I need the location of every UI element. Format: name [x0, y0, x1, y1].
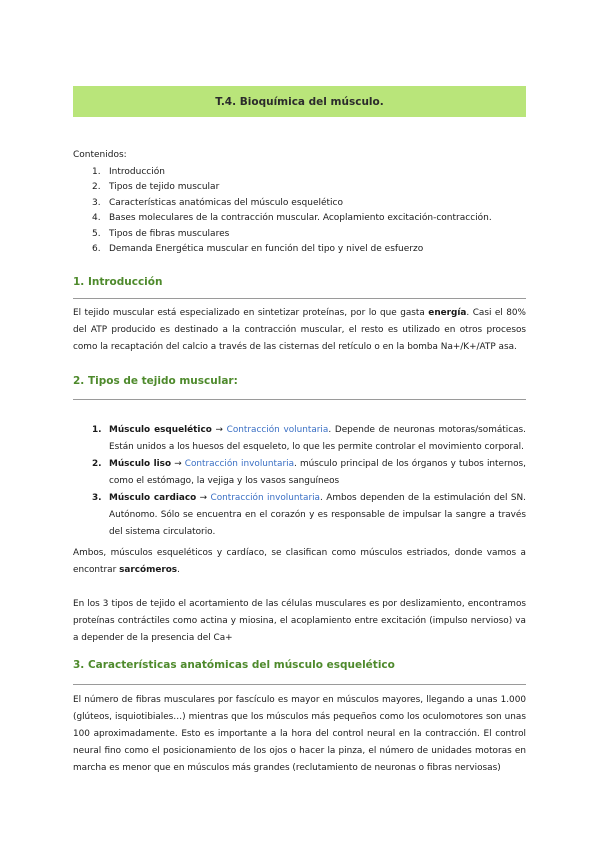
section-divider: [73, 684, 526, 685]
list-item: 2. Tipos de tejido muscular: [92, 182, 220, 193]
list-item: 2. Músculo liso → Contracción involuntaria. músculo principal de los órganos y tubos internos, como el estómago, la vejiga y los vasos sanguíneos: [92, 459, 526, 486]
section-divider: [73, 399, 526, 400]
section-2-paragraph-2: En los 3 tipos de tejido el acortamiento de las células musculares es por deslizamiento, encontramos proteínas contráctiles como actina y miosina, el acoplamiento entre excitación (impulso nervioso) va a depender de la presencia del Ca+: [73, 599, 526, 643]
list-item: 3. Músculo cardiaco → Contracción involuntaria. Ambos dependen de la estimulación del SN. Autónomo. Sólo se encuentra en el corazón y es responsable de impulsar la sangre a través del sistema circulatorio.: [92, 493, 526, 537]
section-3-paragraph: El número de fibras musculares por fascículo es mayor en músculos mayores, llegando a unas 1.000 (glúteos, isquiotibiales…) mientras que los músculos más pequeños como los oculomotores son unas 100 aproximadamente. Esto es importante a la hora del control neural en la contracción. El control neural fino como el posicionamiento de los ojos o hacer la pinza, el número de unidades motoras en marcha es menor que en músculos más grandes (reclutamiento de neuronas o fibras nerviosas): [73, 695, 526, 773]
list-item: 1. Introducción: [92, 167, 165, 177]
section-2-heading: 2. Tipos de tejido muscular:: [73, 375, 238, 387]
section-3-heading: 3. Características anatómicas del músculo esquelético: [73, 659, 395, 671]
section-1-heading: 1. Introducción: [73, 276, 163, 288]
muscle-types-list: [92, 422, 526, 541]
section-1-paragraph: El tejido muscular está especializado en sintetizar proteínas, por lo que gasta energía. Casi el 80% del ATP producido es destinado a la contracción muscular, el resto es utilizado en otros procesos como la recaptación del calcio a través de las cisternas del retículo o en la bomba Na+/K+/ATP asa.: [73, 308, 526, 352]
contents-list: [92, 165, 492, 257]
list-item: 4. Bases moleculares de la contracción muscular. Acoplamiento excitación-contracción.: [92, 213, 492, 224]
list-item: 5. Tipos de fibras musculares: [92, 228, 230, 239]
list-item: 6. Demanda Energética muscular en función del tipo y nivel de esfuerzo: [92, 243, 424, 254]
list-item: 3. Características anatómicas del músculo esquelético: [92, 197, 344, 208]
contents-label: Contenidos:: [73, 150, 127, 160]
section-2-paragraph-1: Ambos, músculos esqueléticos y cardíaco, se clasifican como músculos estriados, donde vamos a encontrar sarcómeros.: [73, 548, 526, 575]
section-divider: [73, 298, 526, 299]
list-item: 1. Músculo esquelético → Contracción voluntaria. Depende de neuronas motoras/somáticas. Están unidos a los huesos del esqueleto, lo que les permite controlar el movimiento corporal.: [92, 425, 526, 452]
document-title: T.4. Bioquímica del músculo.: [73, 86, 526, 117]
